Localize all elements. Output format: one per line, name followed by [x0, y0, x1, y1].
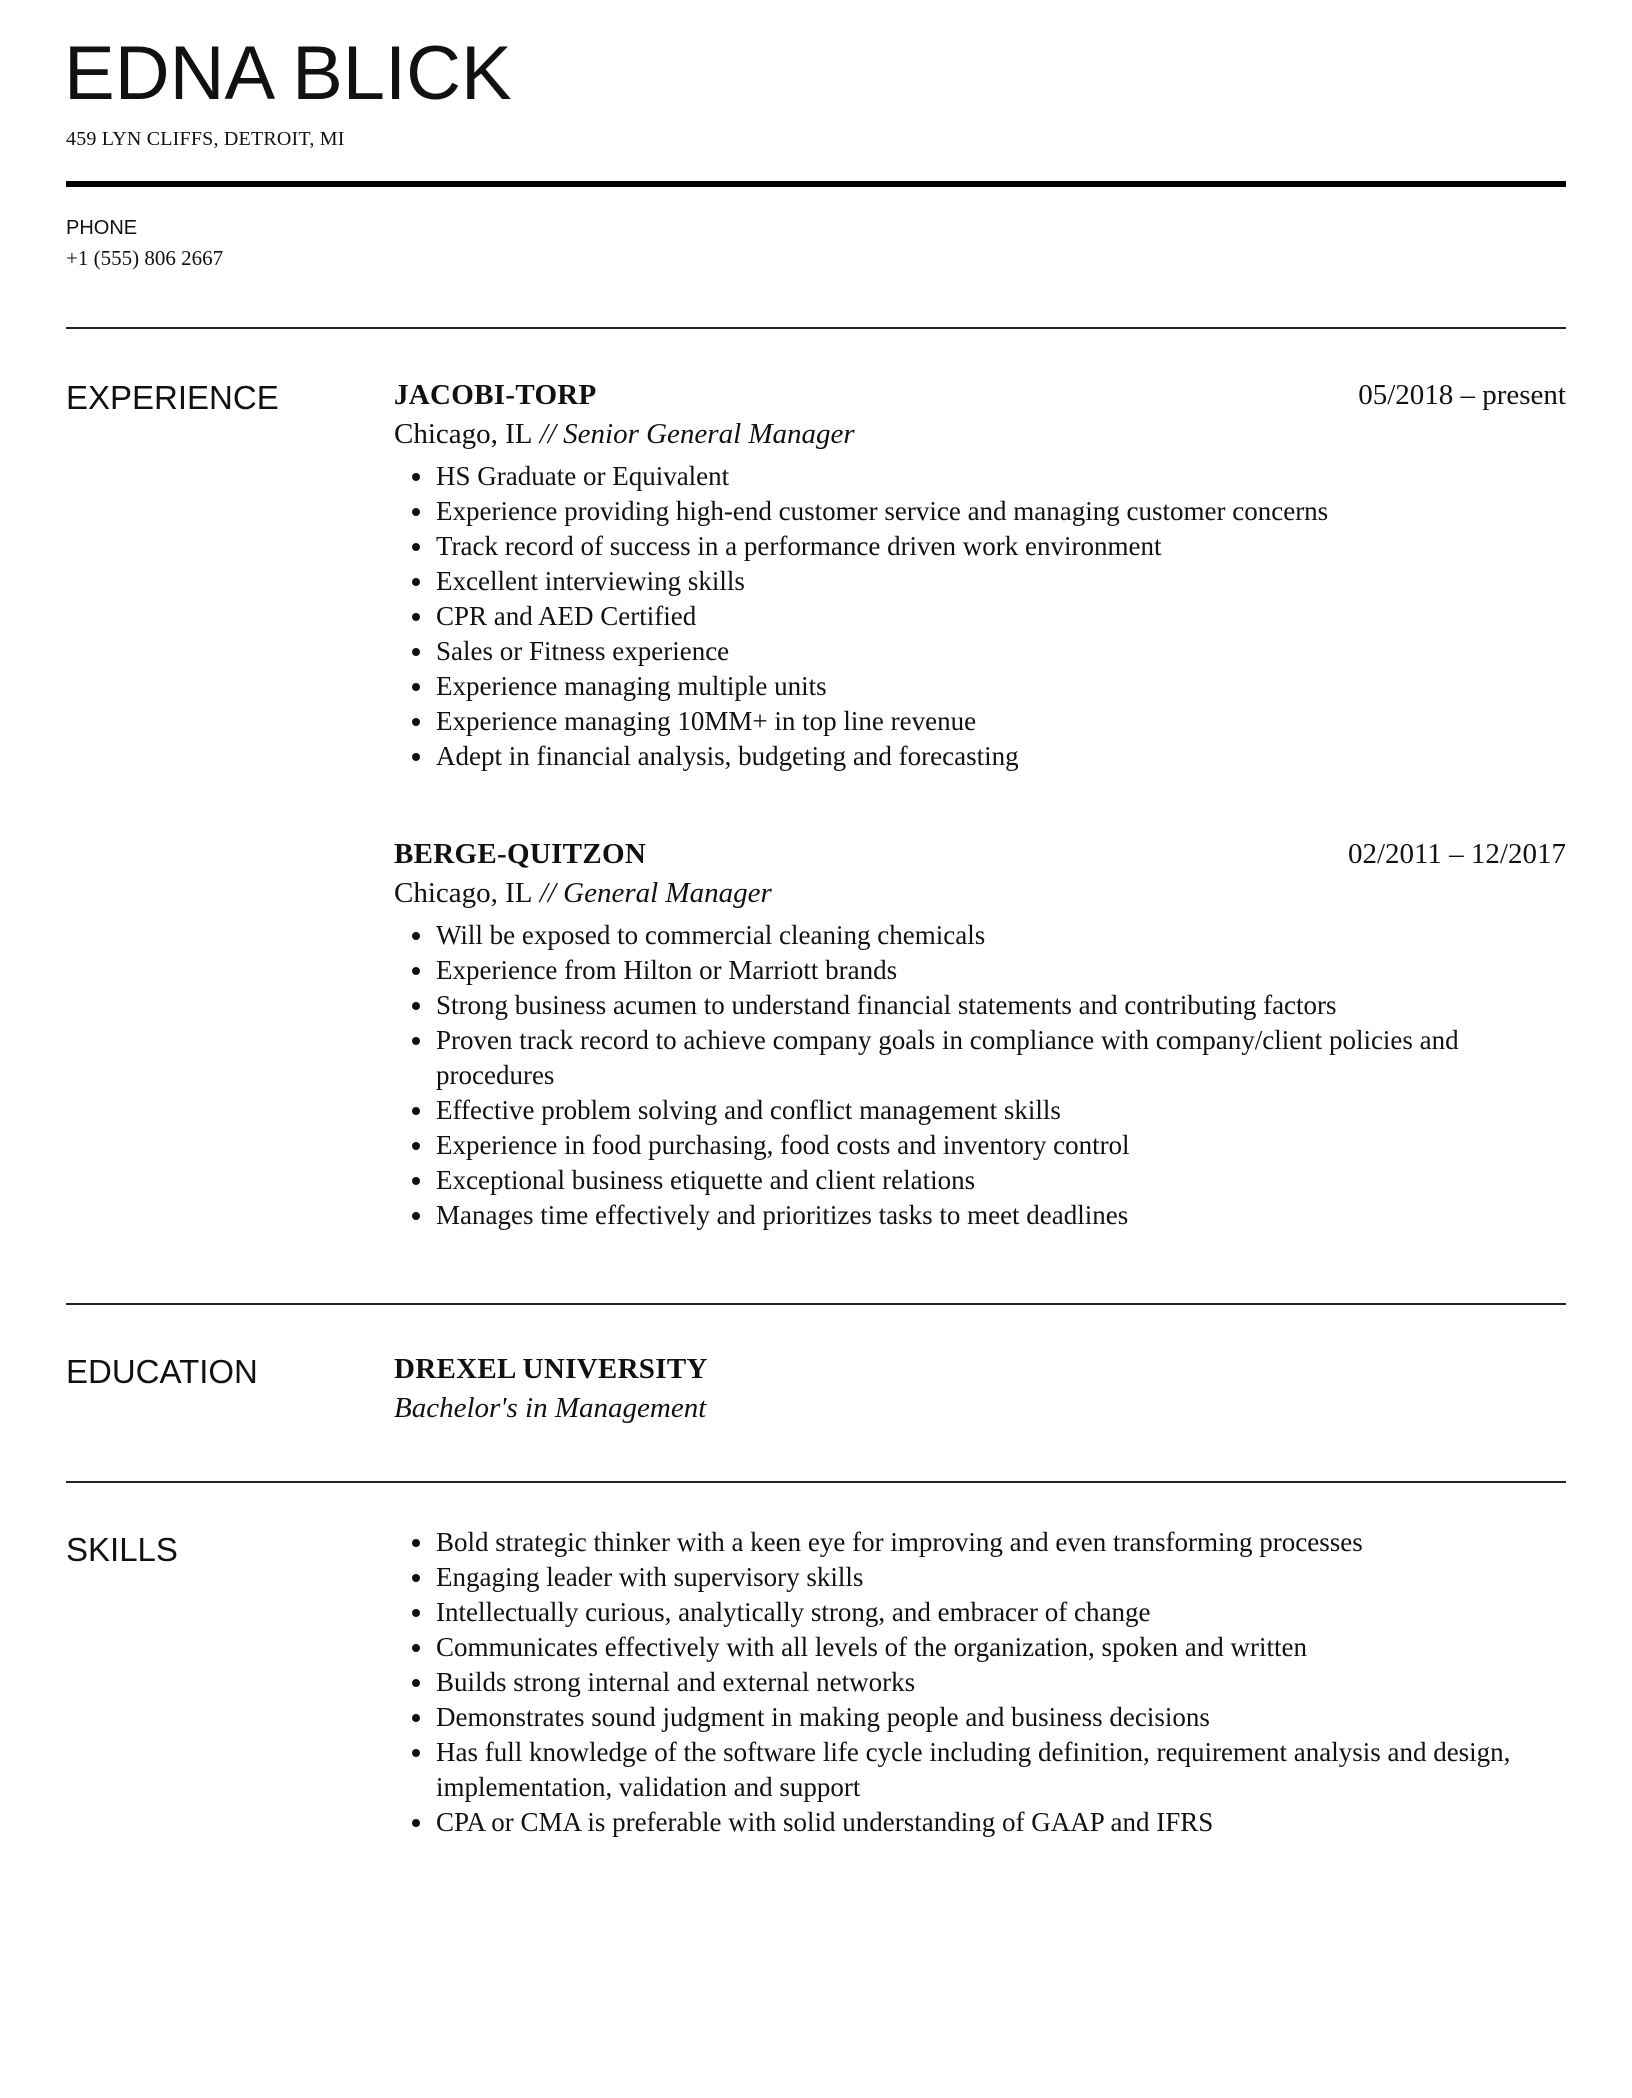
- list-item: Proven track record to achieve company goals in compliance with company/client policies and procedures: [436, 1023, 1566, 1093]
- job-company: JACOBI-TORP: [394, 379, 597, 411]
- section-divider: [66, 327, 1566, 329]
- experience-body: [394, 379, 1566, 1233]
- list-item: CPR and AED Certified: [436, 599, 1566, 634]
- section-title-skills: SKILLS: [66, 1531, 178, 1568]
- list-item: Strong business acumen to understand financial statements and contributing factors: [436, 988, 1566, 1023]
- job-role: Senior General Manager: [563, 418, 855, 450]
- job-entry: [394, 379, 1566, 774]
- list-item: CPA or CMA is preferable with solid understanding of GAAP and IFRS: [436, 1805, 1566, 1840]
- list-item: Experience managing multiple units: [436, 669, 1566, 704]
- list-item: Intellectually curious, analytically strong, and embracer of change: [436, 1595, 1566, 1630]
- job-separator: //: [532, 877, 564, 909]
- resume-page: [66, 0, 1566, 1840]
- job-dates: 02/2011 – 12/2017: [1347, 838, 1566, 870]
- job-bullets: [394, 459, 1566, 774]
- section-title-education: EDUCATION: [66, 1353, 258, 1390]
- list-item: Excellent interviewing skills: [436, 564, 1566, 599]
- header-divider: [66, 181, 1566, 187]
- skills-section: [66, 1527, 1566, 1840]
- list-item: Experience managing 10MM+ in top line revenue: [436, 704, 1566, 739]
- list-item: Bold strategic thinker with a keen eye for improving and even transforming processes: [436, 1525, 1566, 1560]
- list-item: HS Graduate or Equivalent: [436, 459, 1566, 494]
- section-divider: [66, 1481, 1566, 1483]
- section-title-experience: EXPERIENCE: [66, 379, 279, 416]
- list-item: Manages time effectively and prioritizes tasks to meet deadlines: [436, 1198, 1566, 1233]
- phone-label: PHONE: [66, 217, 138, 239]
- job-subheader: [394, 418, 1566, 451]
- list-item: Experience from Hilton or Marriott brands: [436, 953, 1566, 988]
- job-dates: 05/2018 – present: [1358, 379, 1566, 411]
- job-company: BERGE-QUITZON: [394, 838, 647, 870]
- experience-section: [66, 379, 1566, 1233]
- job-separator: //: [532, 418, 564, 450]
- phone-value: +1 (555) 806 2667: [66, 246, 224, 270]
- job-location: Chicago, IL: [394, 418, 533, 450]
- education-school: DREXEL UNIVERSITY: [394, 1353, 708, 1385]
- candidate-address: 459 LYN CLIFFS, DETROIT, MI: [66, 128, 345, 150]
- candidate-name: EDNA BLICK: [64, 31, 512, 116]
- job-entry: [394, 838, 1566, 1233]
- list-item: Has full knowledge of the software life cycle including definition, requirement analysis and design, implementation, validation and support: [436, 1735, 1566, 1805]
- skills-list: [394, 1525, 1566, 1840]
- list-item: Experience in food purchasing, food costs and inventory control: [436, 1128, 1566, 1163]
- job-role: General Manager: [563, 877, 772, 909]
- job-subheader: [394, 877, 1566, 910]
- list-item: Track record of success in a performance driven work environment: [436, 529, 1566, 564]
- list-item: Exceptional business etiquette and client relations: [436, 1163, 1566, 1198]
- job-header: [394, 838, 1566, 871]
- list-item: Experience providing high-end customer service and managing customer concerns: [436, 494, 1566, 529]
- job-bullets: [394, 918, 1566, 1233]
- list-item: Builds strong internal and external networks: [436, 1665, 1566, 1700]
- section-divider: [66, 1303, 1566, 1305]
- list-item: Sales or Fitness experience: [436, 634, 1566, 669]
- list-item: Communicates effectively with all levels of the organization, spoken and written: [436, 1630, 1566, 1665]
- list-item: Engaging leader with supervisory skills: [436, 1560, 1566, 1595]
- education-degree: Bachelor's in Management: [394, 1392, 707, 1424]
- education-body: [394, 1353, 1566, 1425]
- list-item: Will be exposed to commercial cleaning chemicals: [436, 918, 1566, 953]
- job-header: [394, 379, 1566, 412]
- list-item: Demonstrates sound judgment in making people and business decisions: [436, 1700, 1566, 1735]
- list-item: Effective problem solving and conflict management skills: [436, 1093, 1566, 1128]
- job-location: Chicago, IL: [394, 877, 533, 909]
- education-section: [66, 1353, 1566, 1425]
- list-item: Adept in financial analysis, budgeting and forecasting: [436, 739, 1566, 774]
- skills-body: [394, 1527, 1566, 1840]
